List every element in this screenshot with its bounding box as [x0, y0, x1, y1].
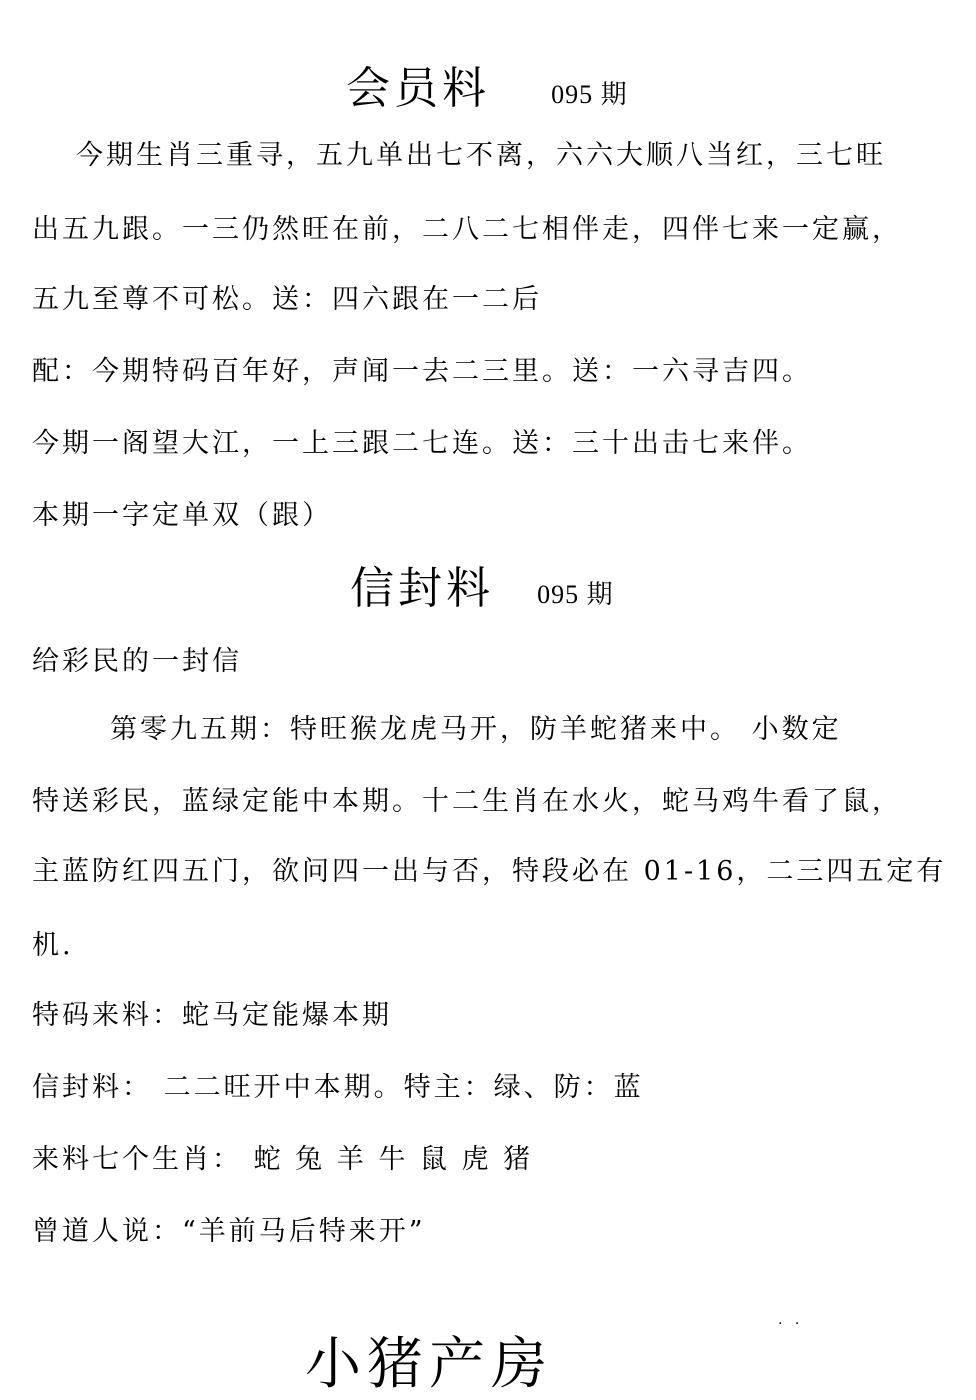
text-line: 出五九跟。一三仍然旺在前，二八二七相伴走，四伴七来一定赢，	[32, 214, 902, 245]
section-title-row	[350, 552, 614, 616]
text-line: 今期一阁望大江，一上三跟二七连。送：三十出击七来伴。	[32, 428, 812, 459]
text-line: 特送彩民，蓝绿定能中本期。十二生肖在水火，蛇马鸡牛看了鼠，	[32, 786, 902, 817]
scan-dots: . .	[778, 1312, 804, 1328]
text-line: 第零九五期：特旺猴龙虎马开，防羊蛇猪来中。 小数定	[110, 714, 842, 745]
text-line: 本期一字定单双（跟）	[32, 500, 332, 531]
text-line: 来料七个生肖： 蛇 兔 羊 牛 鼠 虎 猪	[32, 1144, 534, 1175]
section-title: 会员料	[346, 63, 490, 114]
section-title-row	[346, 52, 628, 116]
text-line: 曾道人说：“羊前马后特来开”	[32, 1216, 426, 1247]
text-line: 机.	[32, 930, 74, 961]
issue-number: 095 期	[551, 80, 628, 109]
text-line: 特码来料：蛇马定能爆本期	[32, 1000, 392, 1031]
footer-title: 小猪产房	[305, 1332, 553, 1397]
text-line: 信封料： 二二旺开中本期。特主：绿、防：蓝	[32, 1072, 644, 1103]
issue-number: 095 期	[537, 580, 614, 609]
text-line: 今期生肖三重寻，五九单出七不离，六六大顺八当红，三七旺	[76, 140, 886, 171]
text-line: 给彩民的一封信	[32, 646, 242, 677]
text-line: 配：今期特码百年好，声闻一去二三里。送：一六寻吉四。	[32, 356, 812, 387]
section-title: 信封料	[350, 563, 494, 614]
text-line: 五九至尊不可松。送：四六跟在一二后	[32, 284, 542, 315]
text-line: 主蓝防红四五门，欲问四一出与否，特段必在 01-16，二三四五定有	[32, 856, 947, 887]
